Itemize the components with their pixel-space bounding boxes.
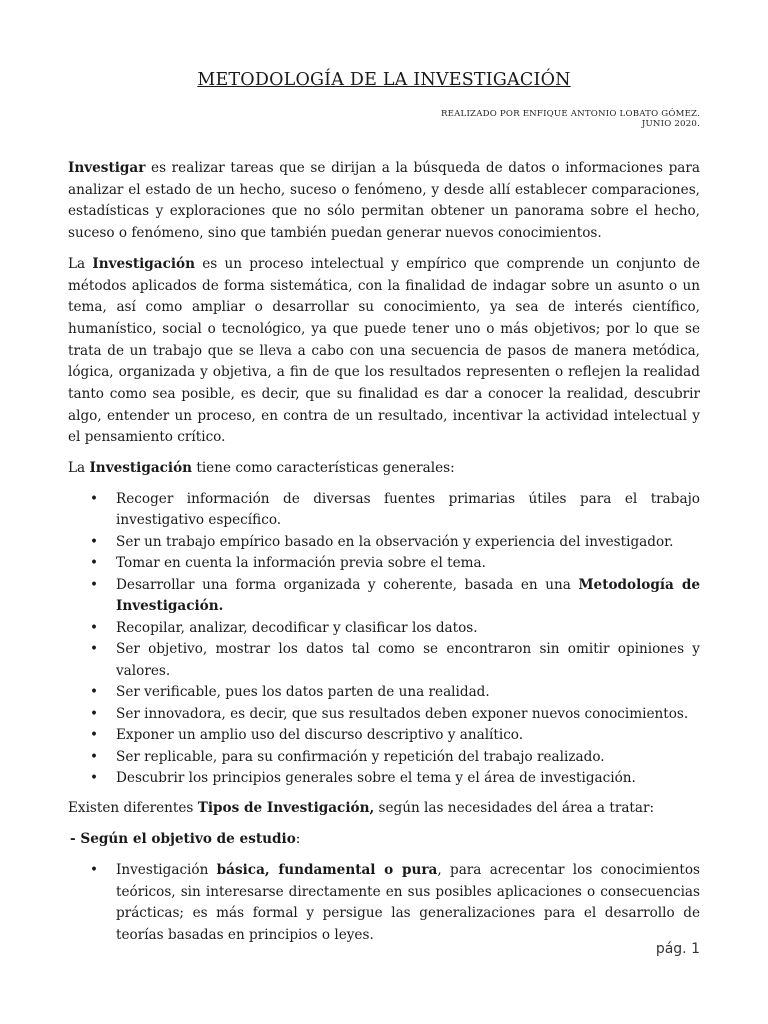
list-item	[90, 553, 700, 575]
bullet-icon: •	[90, 576, 99, 593]
bold-term: Tipos de Investigación,	[197, 799, 375, 816]
paragraph-2	[68, 254, 700, 449]
list-item-text: .	[218, 598, 224, 615]
list-item	[90, 747, 700, 769]
bullet-icon: •	[90, 748, 99, 765]
list-item	[90, 725, 700, 747]
bullet-icon: •	[90, 862, 99, 879]
list-item	[90, 682, 700, 704]
paragraph-text: tiene como características generales:	[192, 460, 455, 477]
bold-term: Investigación	[89, 460, 193, 477]
paragraph-text: es realizar tareas que se dirijan a la búsqueda de datos o informaciones para analizar el estado de un hecho, suceso o fenómeno, y desde allí establecer comparaciones, estadísticas y exploraciones que no sólo permitan obtener un panorama sobre el hecho, suceso o fenómeno, sino que también puedan generar nuevos conocimientos.	[68, 160, 700, 242]
bold-term: Investigación	[92, 255, 195, 272]
research-types-list	[68, 860, 700, 946]
list-item-text: Investigación	[116, 862, 217, 879]
list-item-text: Desarrollar una forma organizada y coherente, basada en una	[116, 576, 579, 593]
list-item	[90, 532, 700, 554]
list-item	[90, 768, 700, 790]
bullet-icon: •	[90, 490, 99, 507]
bullet-icon: •	[90, 533, 99, 550]
list-item-text: Ser objetivo, mostrar los datos tal como se encontraron sin omitir opiniones y valores.	[116, 641, 700, 679]
list-item-text: , para acrecentar los conocimientos teóricos, sin interesarse directamente en sus posibles aplicaciones o consecuencias prácticas; es más formal y persigue las generalizaciones para el desarrollo de teorías basadas en principios o leyes.	[116, 862, 700, 943]
list-item	[90, 575, 700, 618]
characteristics-list	[68, 489, 700, 790]
subheading-colon: :	[295, 830, 301, 847]
document-body	[68, 158, 700, 954]
list-item-text: Ser un trabajo empírico basado en la observación y experiencia del investigador.	[116, 533, 674, 550]
paragraph-3	[68, 458, 700, 480]
bullet-icon: •	[90, 727, 99, 744]
document-title: METODOLOGÍA DE LA INVESTIGACIÓN	[197, 70, 571, 90]
bullet-icon: •	[90, 619, 99, 636]
list-item-text: Descubrir los principios generales sobre el tema y el área de investigación.	[116, 770, 636, 787]
paragraph-text: es un proceso intelectual y empírico que comprende un conjunto de métodos aplicados de forma sistemática, con la finalidad de indagar sobre un asunto o un tema, así como ampliar o desarrollar su conocimiento, ya sea de interés científico, humanístico, social o tecnológico, ya que puede tener uno o más objetivos; por lo que se trata de un trabajo que se lleva a cabo con una secuencia de pasos de manera metódica, lógica, organizada y objetiva, a fin de que los resultados representen o reflejen la realidad tanto como sea posible, es decir, que su finalidad es dar a conocer la realidad, descubrir algo, entender un proceso, en contra de un resultado, incentivar la actividad intelectual y el pensamiento crítico.	[68, 255, 700, 446]
paragraph-text: La	[68, 460, 90, 477]
list-item	[90, 704, 700, 726]
section-subheading	[70, 829, 700, 851]
paragraph-1	[68, 158, 700, 245]
list-item	[90, 860, 700, 946]
list-item-text: Ser replicable, para su confirmación y repetición del trabajo realizado.	[116, 748, 605, 765]
bullet-icon: •	[90, 641, 99, 658]
bold-term: Investigar	[68, 160, 146, 176]
bold-term: Metodología de Investigación	[116, 576, 700, 615]
bullet-icon: •	[90, 684, 99, 701]
bullet-icon: •	[90, 705, 99, 722]
subheading-text: - Según el objetivo de estudio	[70, 830, 296, 847]
bullet-icon: •	[90, 555, 99, 572]
author-block	[441, 109, 700, 129]
bold-term: básica, fundamental o pura	[216, 862, 438, 879]
list-item-text: Ser verificable, pues los datos parten de una realidad.	[116, 684, 490, 701]
list-item	[90, 489, 700, 532]
list-item-text: Tomar en cuenta la información previa sobre el tema.	[116, 555, 486, 572]
list-item-text: Recoger información de diversas fuentes primarias útiles para el trabajo investigativo específico.	[116, 490, 700, 529]
paragraph-4	[68, 798, 700, 820]
list-item-text: Ser innovadora, es decir, que sus resultados deben exponer nuevos conocimientos.	[116, 705, 689, 722]
bullet-icon: •	[90, 770, 99, 787]
list-item-text: Exponer un amplio uso del discurso descriptivo y analítico.	[116, 727, 524, 744]
list-item-text: Recopilar, analizar, decodificar y clasificar los datos.	[116, 619, 478, 636]
list-item	[90, 639, 700, 682]
list-item	[90, 618, 700, 640]
page-number: pág. 1	[655, 941, 700, 957]
paragraph-text: según las necesidades del área a tratar:	[374, 799, 655, 816]
paragraph-text: Existen diferentes	[68, 799, 198, 816]
author-name: REALIZADO POR ENFIQUE ANTONIO LOBATO GÓMEZ.	[440, 109, 700, 119]
document-date: JUNIO 2020.	[641, 119, 700, 129]
paragraph-text: La	[68, 255, 93, 272]
